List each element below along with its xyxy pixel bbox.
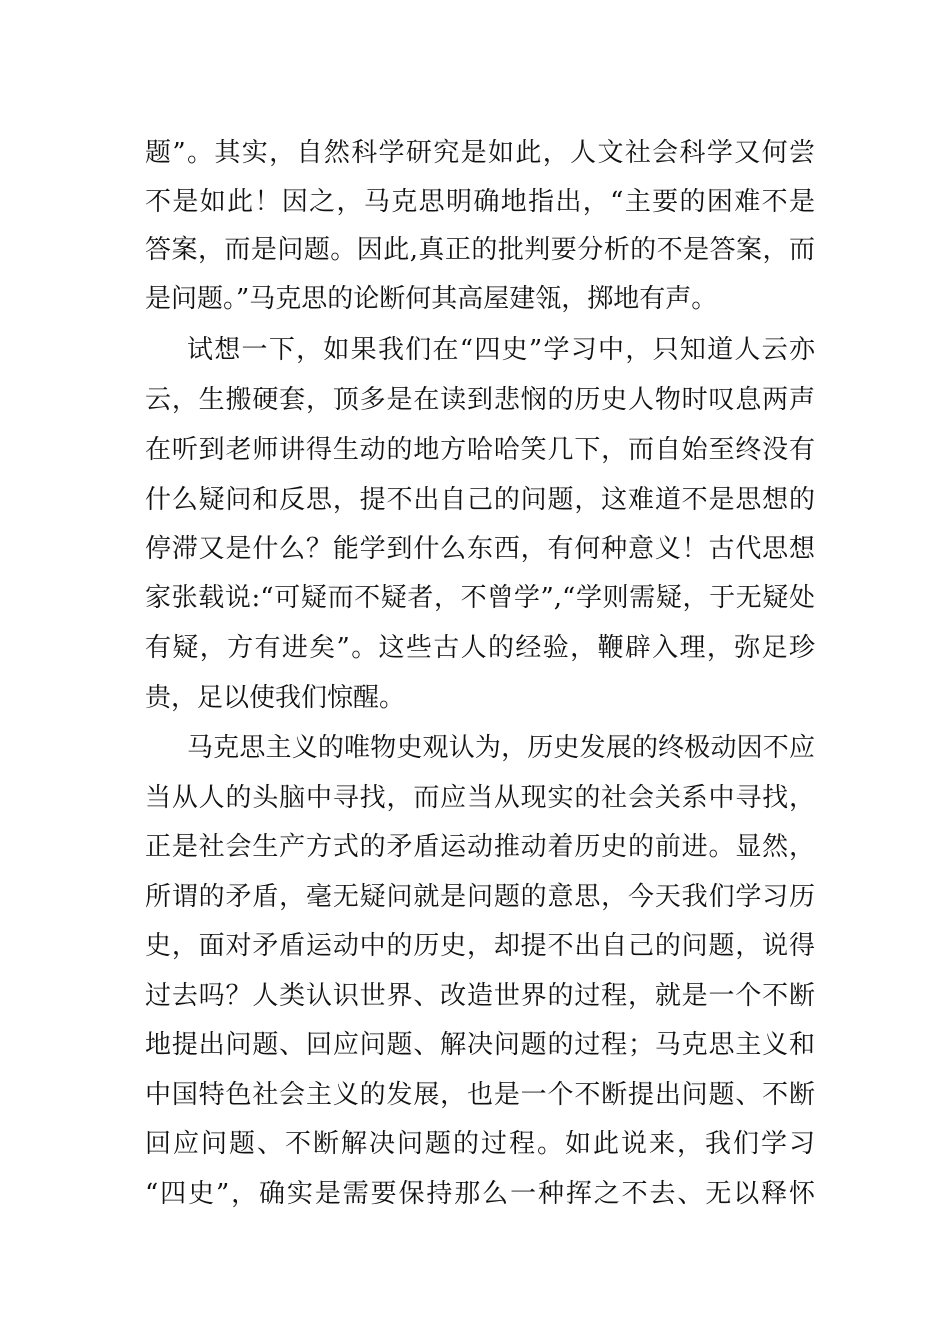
text-line: 云，生搬硬套，顶多是在读到悲悯的历史人物时叹息两声: [145, 385, 815, 415]
text-line: 回应问题、不断解决问题的过程。如此说来，我们学习: [145, 1129, 815, 1159]
text-line: 有疑，方有进矣”。这些古人的经验，鞭辟入理，弥足珍: [145, 633, 815, 663]
text-line: “四史”，确实是需要保持那么一种挥之不去、无以释怀: [145, 1179, 815, 1209]
text-line: 所谓的矛盾，毫无疑问就是问题的意思，今天我们学习历: [145, 882, 815, 912]
text-line: 在听到老师讲得生动的地方哈哈笑几下，而自始至终没有: [145, 435, 815, 465]
text-line: 家张载说:“可疑而不疑者，不曾学”,“学则需疑，于无疑处: [145, 583, 815, 613]
text-line: 试想一下，如果我们在“四史”学习中，只知道人云亦: [187, 335, 815, 365]
text-line: 史，面对矛盾运动中的历史，却提不出自己的问题，说得: [145, 931, 815, 961]
text-line: 正是社会生产方式的矛盾运动推动着历史的前进。显然，: [145, 832, 815, 862]
text-line: 过去吗？人类认识世界、改造世界的过程，就是一个不断: [145, 981, 815, 1011]
text-line: 地提出问题、回应问题、解决问题的过程；马克思主义和: [145, 1030, 815, 1060]
text-line: 中国特色社会主义的发展，也是一个不断提出问题、不断: [145, 1080, 815, 1110]
text-line: 不是如此！因之，马克思明确地指出，“主要的困难不是: [145, 187, 815, 217]
text-line: 什么疑问和反思，提不出自己的问题，这难道不是思想的: [145, 485, 815, 515]
text-line: 答案，而是问题。因此,真正的批判要分析的不是答案，而: [145, 235, 815, 265]
text-line: 题”。其实，自然科学研究是如此，人文社会科学又何尝: [145, 138, 815, 168]
text-line: 马克思主义的唯物史观认为，历史发展的终极动因不应: [187, 733, 815, 763]
text-line: 当从人的头脑中寻找，而应当从现实的社会关系中寻找，: [145, 783, 815, 813]
text-line: 是问题。”马克思的论断何其高屋建瓴，掷地有声。: [145, 284, 718, 314]
text-line: 贵，足以使我们惊醒。: [145, 683, 406, 713]
text-line: 停滞又是什么？能学到什么东西，有何种意义！古代思想: [145, 534, 815, 564]
